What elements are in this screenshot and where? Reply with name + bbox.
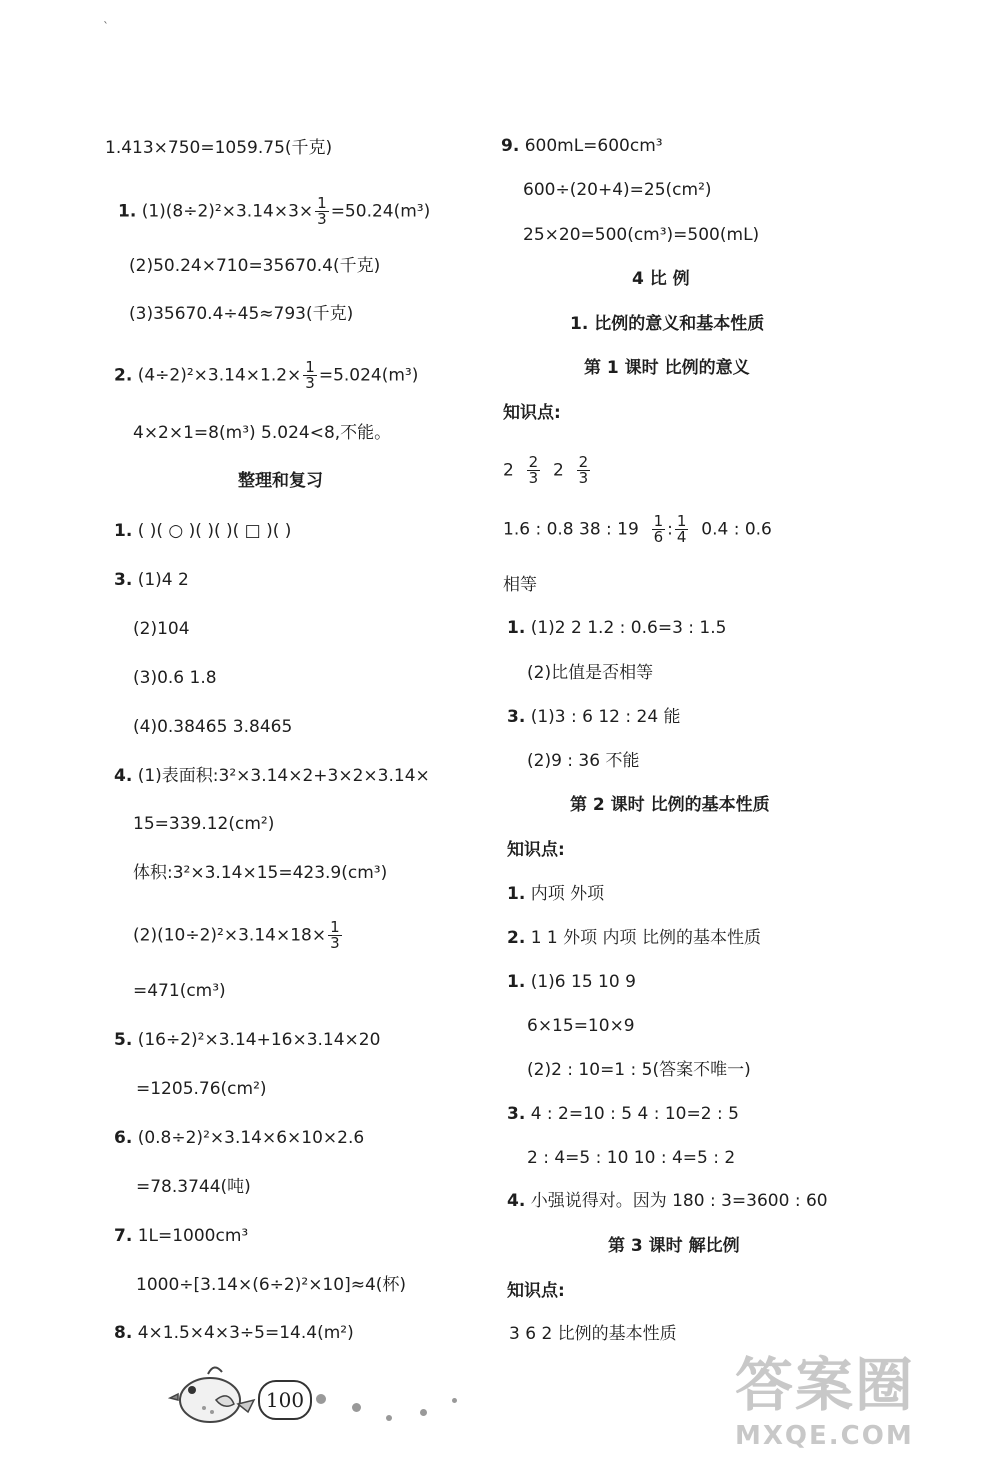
bird-illustration <box>168 1360 258 1430</box>
decor-dot <box>352 1403 361 1412</box>
knowledge-label-3: 知识点: <box>507 1281 565 1301</box>
right-line-8: 3. (1)3 : 6 12 : 24 能 <box>507 707 681 727</box>
right-line-1: 600÷(20+4)=25(cm²) <box>523 180 712 200</box>
right-line-11: 2. 1 1 外项 内项 比例的基本性质 <box>507 928 761 948</box>
left-line-21: 1000÷[3.14×(6÷2)²×10]≈4(杯) <box>136 1275 407 1295</box>
left-line-14: (2)(10÷2)²×3.14×18× $\frac{1}{3}$ <box>133 918 340 952</box>
left-line-3: (3)35670.4÷45≈793(千克) <box>129 304 354 324</box>
left-line-12: 15=339.12(cm²) <box>133 814 275 834</box>
page-number: 100 <box>258 1380 312 1420</box>
right-line-3: 2 $\frac{2}{3}$ 2 $\frac{2}{3}$ <box>503 453 589 487</box>
left-line-6: 1. ( )( ○ )( )( )( □ )( ) <box>114 521 292 541</box>
watermark-url: MXQE.COM <box>735 1421 914 1451</box>
fraction: $\frac{1}{4}$ <box>676 512 687 546</box>
lesson-heading-2: 第 2 课时 比例的基本性质 <box>570 795 770 815</box>
lesson-heading-3: 第 3 课时 解比例 <box>608 1236 740 1256</box>
left-line-18: 6. (0.8÷2)²×3.14×6×10×2.6 <box>114 1128 365 1148</box>
left-line-22: 8. 4×1.5×4×3÷5=14.4(m²) <box>114 1323 354 1343</box>
watermark-logo-text: 答案圈 <box>735 1351 916 1419</box>
left-line-0: 1.413×750=1059.75(千克) <box>105 138 333 158</box>
left-line-15: =471(cm³) <box>133 981 226 1001</box>
right-line-15: 3. 4 : 2=10 : 5 4 : 10=2 : 5 <box>507 1104 739 1124</box>
left-line-19: =78.3744(吨) <box>136 1177 251 1197</box>
right-line-10: 1. 内项 外项 <box>507 884 605 904</box>
lesson-heading-1: 第 1 课时 比例的意义 <box>584 358 750 378</box>
right-line-18: 3 6 2 比例的基本性质 <box>509 1324 677 1344</box>
right-line-14: (2)2 : 10=1 : 5(答案不唯一) <box>527 1060 751 1080</box>
knowledge-label-2: 知识点: <box>507 840 565 860</box>
fraction: $\frac{1}{3}$ <box>305 358 315 392</box>
corner-mark: ` <box>103 20 109 34</box>
right-line-7: (2)比值是否相等 <box>527 663 654 683</box>
right-line-17: 4. 小强说得对。因为 180 : 3=3600 : 60 <box>507 1191 828 1211</box>
decor-dot <box>316 1394 326 1404</box>
decor-dot <box>452 1398 457 1403</box>
knowledge-label-1: 知识点: <box>503 403 561 423</box>
right-line-12: 1. (1)6 15 10 9 <box>507 972 636 992</box>
decor-dot <box>386 1415 392 1421</box>
right-line-0: 9. 600mL=600cm³ <box>501 136 663 156</box>
left-line-8: (2)104 <box>133 619 190 639</box>
right-line-4: 1.6 : 0.8 38 : 19 $\frac{1}{6}$ : $\frac{1}{4}$ 0.4 : 0.6 <box>503 512 772 546</box>
fraction: $\frac{2}{3}$ <box>578 453 589 487</box>
fraction: $\frac{1}{3}$ <box>330 918 340 952</box>
chapter-heading: 4 比 例 <box>632 269 690 289</box>
left-line-7: 3. (1)4 2 <box>114 570 189 590</box>
right-line-6: 1. (1)2 2 1.2 : 0.6=3 : 1.5 <box>507 618 727 638</box>
left-line-1: 1. (1)(8÷2)²×3.14×3× $\frac{1}{3}$ =50.24(m³) <box>118 194 431 228</box>
left-line-10: (4)0.38465 3.8465 <box>133 717 293 737</box>
left-line-16: 5. (16÷2)²×3.14+16×3.14×20 <box>114 1030 381 1050</box>
left-line-17: =1205.76(cm²) <box>136 1079 267 1099</box>
right-line-2: 25×20=500(cm³)=500(mL) <box>523 225 760 245</box>
section-heading-1: 1. 比例的意义和基本性质 <box>570 314 765 334</box>
fraction: $\frac{1}{6}$ <box>653 512 664 546</box>
left-line-5: 4×2×1=8(m³) 5.024<8,不能。 <box>133 423 392 443</box>
fraction: $\frac{2}{3}$ <box>528 453 539 487</box>
left-line-13: 体积:3²×3.14×15=423.9(cm³) <box>133 863 388 883</box>
left-line-20: 7. 1L=1000cm³ <box>114 1226 249 1246</box>
watermark <box>735 1350 975 1460</box>
fraction: $\frac{1}{3}$ <box>317 194 327 228</box>
left-line-11: 4. (1)表面积:3²×3.14×2+3×2×3.14× <box>114 766 430 786</box>
section-heading-review: 整理和复习 <box>238 471 323 491</box>
right-line-5: 相等 <box>503 575 537 595</box>
right-line-13: 6×15=10×9 <box>527 1016 635 1036</box>
left-line-4: 2. (4÷2)²×3.14×1.2× $\frac{1}{3}$ =5.024(m³) <box>114 358 419 392</box>
left-line-9: (3)0.6 1.8 <box>133 668 217 688</box>
right-line-16: 2 : 4=5 : 10 10 : 4=5 : 2 <box>527 1148 736 1168</box>
left-line-2: (2)50.24×710=35670.4(千克) <box>129 256 381 276</box>
right-line-9: (2)9 : 36 不能 <box>527 751 640 771</box>
decor-dot <box>420 1409 427 1416</box>
